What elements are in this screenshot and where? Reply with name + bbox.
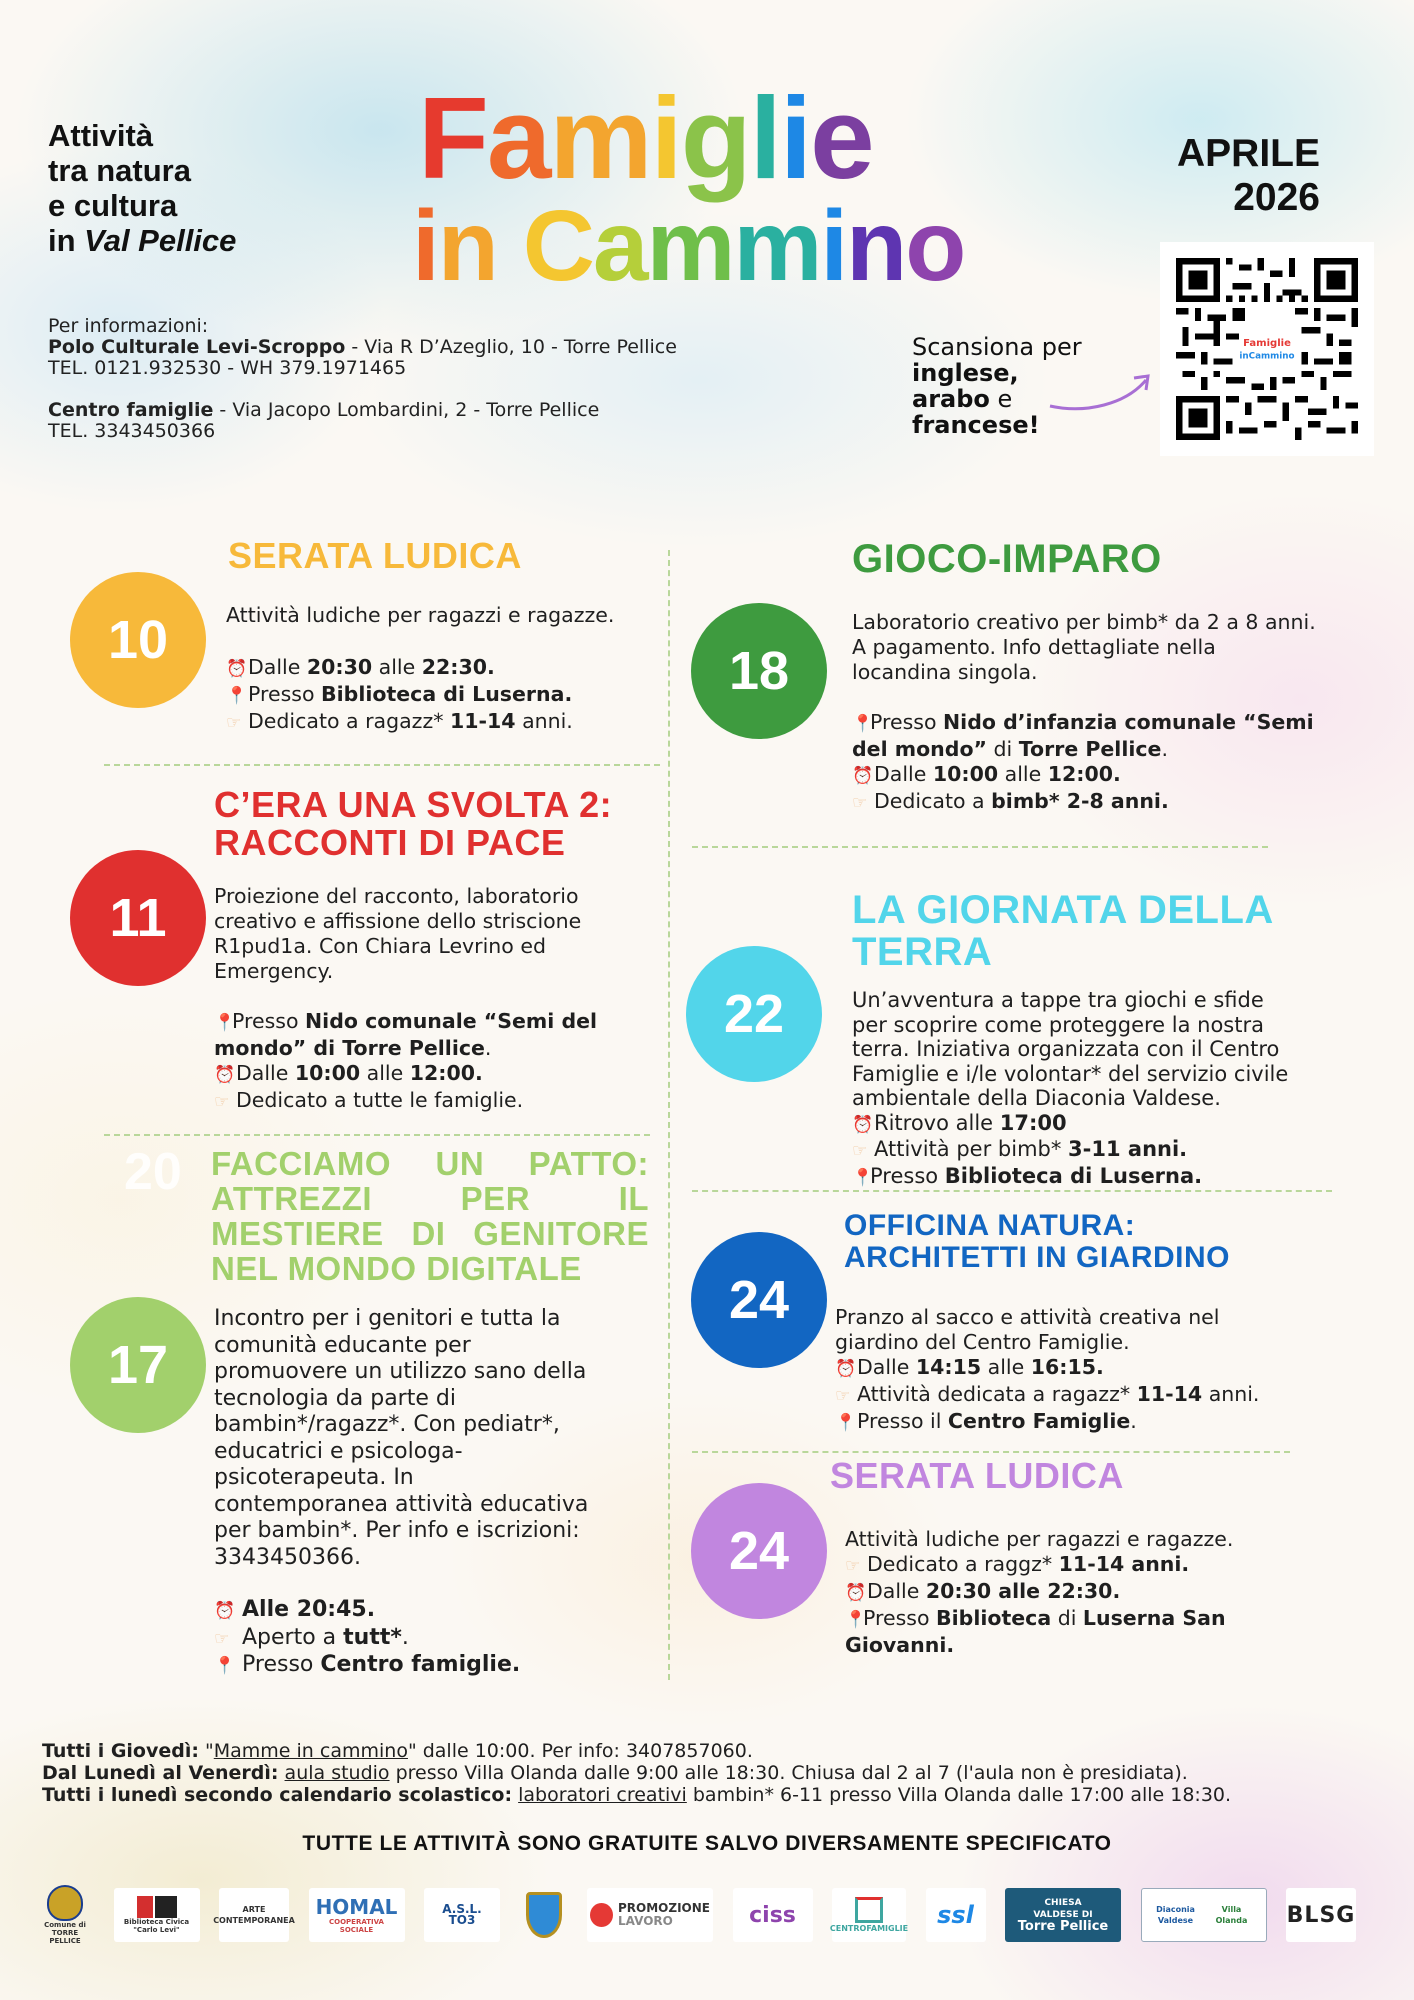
event-17-title-line: ATTREZZI PER IL — [211, 1180, 649, 1217]
event-22-target: ☞ Attività per bimb* 3-11 anni. — [852, 1137, 1382, 1164]
event-24b-day: 24 — [691, 1483, 827, 1619]
free-activities-notice: TUTTE LE ATTIVITÀ SONO GRATUITE SALVO DIVERSAMENTE SPECIFICATO — [302, 1832, 1112, 1855]
event-18-day: 18 — [691, 603, 827, 739]
stemma-logo — [520, 1888, 568, 1942]
qr-inner-label: Famiglie — [1243, 337, 1291, 349]
title-letter: m — [733, 190, 821, 302]
event-22-title-line: TERRA — [852, 930, 993, 974]
qr-code-graphic — [1176, 258, 1358, 440]
event-17-title-line: FACCIAMO UN PATTO: — [211, 1145, 649, 1182]
event-24a-title-line: ARCHITETTI IN GIARDINO — [844, 1241, 1230, 1274]
tagline-line — [48, 223, 236, 258]
event-24a-desc-line: giardino del Centro Famiglie. — [835, 1330, 1130, 1354]
event-17-title — [211, 1146, 649, 1286]
title-letter: i — [779, 73, 811, 203]
pin-icon: 📍 — [835, 1413, 857, 1433]
event-18-place-cont: del mondo” di Torre Pellice. — [852, 737, 1168, 761]
event-17-time: ⏰ Alle 20:45. — [214, 1597, 654, 1625]
event-24b-desc: Attività ludiche per ragazzi e ragazze. — [845, 1527, 1234, 1551]
qr-lang-2: arabo — [912, 385, 990, 413]
note-thursday: Tutti i Giovedì: "Mamme in cammino" dalle 10:00. Per info: 3407857060. — [42, 1740, 753, 1762]
event-22-desc-line: ambientale della Diaconia Valdese. — [852, 1086, 1221, 1110]
event-11-title-line: RACCONTI DI PACE — [214, 822, 566, 863]
event-17-day: 17 — [70, 1297, 206, 1433]
qr-lang-3: francese! — [912, 411, 1040, 439]
shield-icon — [526, 1892, 562, 1938]
event-17-desc-line: Incontro per i genitori e tutta la — [214, 1306, 561, 1331]
arrow-icon — [1046, 366, 1156, 416]
event-17-desc-line: psicoterapeuta. In — [214, 1465, 414, 1490]
ciss-logo: ciss — [733, 1888, 813, 1942]
pointing-hand-icon: ☞ — [214, 1628, 230, 1649]
event-11-time: ⏰Dalle 10:00 alle 12:00. — [214, 1061, 654, 1088]
alarm-clock-icon: ⏰ — [845, 1583, 867, 1603]
column-divider — [668, 550, 670, 1680]
date-block — [1177, 132, 1320, 220]
place-2-phone: TEL. 3343450366 — [48, 420, 216, 442]
ssl-logo: ssl — [926, 1888, 986, 1942]
event-18-place: 📍Presso Nido d’infanzia comunale “Semi — [852, 710, 1382, 737]
title-letter: i — [820, 190, 847, 302]
diaconia-villa-olanda-logo: Diaconia Valdese Villa Olanda — [1141, 1888, 1267, 1942]
place-2-name: Centro famiglie — [48, 399, 214, 421]
event-24a-target: ☞ Attività dedicata a ragazz* 11-14 anni. — [835, 1382, 1375, 1409]
year: 2026 — [1233, 176, 1320, 219]
event-10-day: 10 — [70, 572, 206, 708]
recurring-activities — [42, 1740, 1231, 1806]
pin-icon: 📍 — [226, 686, 248, 706]
tagline-line: Attività — [48, 118, 154, 153]
qr-scan-text: Scansiona per — [912, 333, 1082, 361]
comune-torre-pellice-logo: Comune di TORRE PELLICE — [36, 1882, 94, 1948]
aula-studio-link[interactable]: aula studio — [284, 1762, 390, 1784]
title-letter: e — [810, 73, 873, 203]
homal-logo: HOMAL COOPERATIVA SOCIALE — [309, 1888, 405, 1942]
pin-icon: 📍 — [214, 1656, 236, 1676]
divider — [692, 846, 1268, 848]
event-18-title: GIOCO-IMPARO — [852, 537, 1162, 581]
title-letter: a — [486, 73, 550, 203]
pointing-hand-icon: ☞ — [835, 1386, 851, 1406]
event-17-title-line: MESTIERE DI GENITORE — [211, 1215, 649, 1252]
chiesa-valdese-logo: CHIESA VALDESE DI Torre Pellice — [1005, 1888, 1121, 1942]
event-24a-day: 24 — [691, 1232, 827, 1368]
event-17-title-line: NEL MONDO DIGITALE — [211, 1250, 582, 1287]
event-11-desc-line: R1pud1a. Con Chiara Levrino ed — [214, 934, 546, 958]
info-place-2 — [48, 400, 677, 421]
alarm-clock-icon: ⏰ — [835, 1359, 857, 1379]
event-11-place-cont: mondo” di Torre Pellice. — [214, 1036, 492, 1060]
event-18-desc-line: Laboratorio creativo per bimb* da 2 a 8 anni. — [852, 610, 1316, 634]
pointing-hand-icon: ☞ — [845, 1556, 861, 1576]
qr-inner-label: inCammino — [1239, 351, 1295, 362]
pointing-hand-icon: ☞ — [214, 1092, 230, 1112]
tagline-line: e cultura — [48, 188, 178, 223]
place-1-phone: TEL. 0121.932530 - WH 379.1971465 — [48, 357, 407, 379]
event-17-body — [214, 1306, 654, 1680]
title-letter: n — [846, 190, 906, 302]
event-17-desc-line: bambin*/ragazz*. Con pediatr*, — [214, 1412, 560, 1437]
title-line-2 — [412, 190, 965, 302]
event-17-desc-line: 3343450366. — [214, 1544, 361, 1570]
tagline-place: Val Pellice — [84, 223, 237, 258]
event-17-open: ☞ Aperto a tutt*. — [214, 1625, 654, 1653]
title-letter: m — [646, 190, 734, 302]
alarm-clock-icon: ⏰ — [852, 766, 874, 786]
event-24a-body — [835, 1305, 1375, 1436]
alarm-clock-icon: ⏰ — [226, 659, 248, 679]
house-icon — [855, 1897, 883, 1923]
pointing-hand-icon: ☞ — [852, 1141, 868, 1161]
divider — [692, 1190, 1332, 1192]
event-18-desc-line: locandina singola. — [852, 660, 1038, 684]
event-17-ghost-number: 20 — [124, 1143, 182, 1201]
info-intro: Per informazioni: — [48, 315, 209, 337]
event-24a-title — [844, 1210, 1230, 1274]
event-11-desc-line: Proiezione del racconto, laboratorio — [214, 884, 579, 908]
place-1-address: - Via R D’Azeglio, 10 - Torre Pellice — [345, 336, 677, 358]
event-11-title — [214, 786, 612, 862]
crest-icon — [47, 1885, 83, 1921]
partner-logos — [36, 1882, 1356, 1948]
event-22-desc-line: Un’avventura a tappe tra giochi e sfide — [852, 988, 1264, 1012]
event-11-target: ☞ Dedicato a tutte le famiglie. — [214, 1088, 654, 1115]
event-11-body — [214, 884, 654, 1115]
event-22-place: 📍Presso Biblioteca di Luserna. — [852, 1164, 1382, 1191]
contact-info — [48, 316, 677, 442]
title-letter: i — [650, 73, 681, 203]
event-22-body — [852, 988, 1382, 1190]
title-letter: F — [418, 73, 487, 203]
biblioteca-logo: Biblioteca Civica "Carlo Levi" — [114, 1888, 200, 1942]
note-mondays: Tutti i lunedì secondo calendario scolastico: laboratori creativi bambin* 6-11 presso Villa Olanda dalle 17:00 alle 18:30. — [42, 1784, 1232, 1806]
title-letter: m — [549, 73, 651, 203]
title-letter: o — [905, 190, 965, 302]
event-18-desc-line: A pagamento. Info dettagliate nella — [852, 635, 1216, 659]
event-11-desc-line: creativo e affissione dello striscione — [214, 909, 582, 933]
event-22-time: ⏰Ritrovo alle 17:00 — [852, 1111, 1382, 1138]
pointing-hand-icon: ☞ — [852, 793, 868, 813]
title-letter: g — [680, 73, 750, 203]
pointing-hand-icon: ☞ — [226, 713, 242, 733]
flower-icon — [590, 1903, 613, 1927]
event-24b-target: ☞ Dedicato a raggz* 11-14 anni. — [845, 1552, 1345, 1579]
title-letter: a — [592, 190, 647, 302]
event-24a-time: ⏰Dalle 14:15 alle 16:15. — [835, 1355, 1375, 1382]
divider — [692, 1451, 1290, 1453]
event-18-target: ☞ Dedicato a bimb* 2-8 anni. — [852, 789, 1382, 816]
event-11-place: 📍Presso Nido comunale “Semi del — [214, 1009, 654, 1036]
event-10-time: ⏰Dalle 20:30 alle 22:30. — [226, 655, 656, 682]
place-1-name: Polo Culturale Levi-Scroppo — [48, 336, 346, 358]
alarm-clock-icon: ⏰ — [852, 1114, 874, 1135]
title-line-1 — [418, 73, 964, 203]
title-letter: C — [522, 190, 593, 302]
event-22-title-line: LA GIORNATA DELLA — [852, 888, 1274, 932]
event-10-place: 📍Presso Biblioteca di Luserna. — [226, 682, 656, 709]
event-10-target: ☞ Dedicato a ragazz* 11-14 anni. — [226, 709, 656, 736]
alarm-clock-icon: ⏰ — [214, 1065, 236, 1085]
event-22-title — [852, 889, 1274, 973]
laboratori-creativi-link[interactable]: laboratori creativi — [518, 1784, 687, 1806]
tagline-prefix: in — [48, 223, 85, 258]
tagline-line: tra natura — [48, 153, 191, 188]
event-11-desc-line: Emergency. — [214, 959, 334, 983]
event-17-desc-line: comunità educante per — [214, 1332, 471, 1358]
pin-icon: 📍 — [852, 1167, 874, 1188]
event-22-day: 22 — [686, 946, 822, 1082]
month: APRILE — [1176, 132, 1320, 175]
event-24b-place-cont: Giovanni. — [845, 1633, 955, 1657]
event-22-desc-line: terra. Iniziativa organizzata con il Centro — [852, 1037, 1280, 1061]
event-17-desc-line: per bambin*. Per info e iscrizioni: — [214, 1518, 580, 1543]
info-place-1 — [48, 337, 677, 358]
qr-and: e — [989, 385, 1013, 413]
title-letter: i — [412, 190, 438, 302]
event-11-title-line: C’ERA UNA SVOLTA 2: — [214, 784, 613, 825]
blsg-logo: BLSG — [1286, 1888, 1356, 1942]
tagline — [48, 118, 236, 258]
event-10-title: SERATA LUDICA — [228, 535, 522, 576]
event-17-place: 📍 Presso Centro famiglie. — [214, 1652, 654, 1680]
event-24a-desc-line: Pranzo al sacco e attività creativa nel — [835, 1305, 1220, 1329]
note-weekdays: Dal Lunedì al Venerdì: aula studio presso Villa Olanda dalle 9:00 alle 18:30. Chiusa dal 2 al 7 (l'aula non è presidiata). — [42, 1762, 1188, 1784]
event-24a-title-line: OFFICINA NATURA: — [844, 1209, 1136, 1242]
event-22-desc-line: Famiglie e i/le volontar* del servizio civile — [852, 1061, 1289, 1086]
event-17-desc-line: educatrici e psicologa- — [214, 1438, 463, 1464]
poster-title — [412, 73, 965, 302]
event-18-time: ⏰Dalle 10:00 alle 12:00. — [852, 762, 1382, 789]
event-10-desc: Attività ludiche per ragazzi e ragazze. — [226, 603, 615, 627]
event-24b-place: 📍Presso Biblioteca di Luserna San — [845, 1606, 1345, 1633]
promozione-lavoro-logo: PROMOZIONE LAVORO — [587, 1888, 713, 1942]
title-letter: l — [749, 73, 780, 203]
event-17-desc-line: tecnologia da parte di — [214, 1385, 456, 1411]
place-2-address: - Via Jacopo Lombardini, 2 - Torre Pellice — [213, 399, 600, 421]
event-24b-time: ⏰Dalle 20:30 alle 22:30. — [845, 1579, 1345, 1606]
arte-contemporanea-logo: ARTE CONTEMPORANEA — [219, 1888, 289, 1942]
event-10-body — [226, 603, 656, 736]
divider — [104, 764, 660, 766]
event-11-day: 11 — [70, 850, 206, 986]
centrofamiglie-logo: CENTROFAMIGLIE — [832, 1888, 906, 1942]
event-24a-place: 📍Presso il Centro Famiglie. — [835, 1409, 1375, 1436]
asl-to3-logo: A.S.L. TO3 — [424, 1888, 500, 1942]
pin-icon: 📍 — [852, 714, 874, 734]
mamme-in-cammino-link[interactable]: Mamme in cammino — [213, 1740, 408, 1762]
qr-lang-1: inglese, — [912, 359, 1019, 387]
title-space — [497, 190, 523, 302]
event-17-desc-line: contemporanea attività educativa — [214, 1491, 589, 1517]
alarm-clock-icon: ⏰ — [214, 1601, 236, 1621]
pin-icon: 📍 — [845, 1610, 867, 1630]
divider — [104, 1134, 650, 1136]
pin-icon: 📍 — [214, 1013, 236, 1033]
event-24b-body — [845, 1527, 1345, 1658]
event-18-body — [852, 610, 1382, 816]
qr-code[interactable] — [1160, 242, 1374, 456]
event-22-desc-line: per scoprire come proteggere la nostra — [852, 1012, 1264, 1037]
event-24b-title: SERATA LUDICA — [830, 1455, 1124, 1496]
title-letter: n — [437, 190, 497, 302]
event-17-desc-line: promuovere un utilizzo sano della — [214, 1359, 587, 1384]
